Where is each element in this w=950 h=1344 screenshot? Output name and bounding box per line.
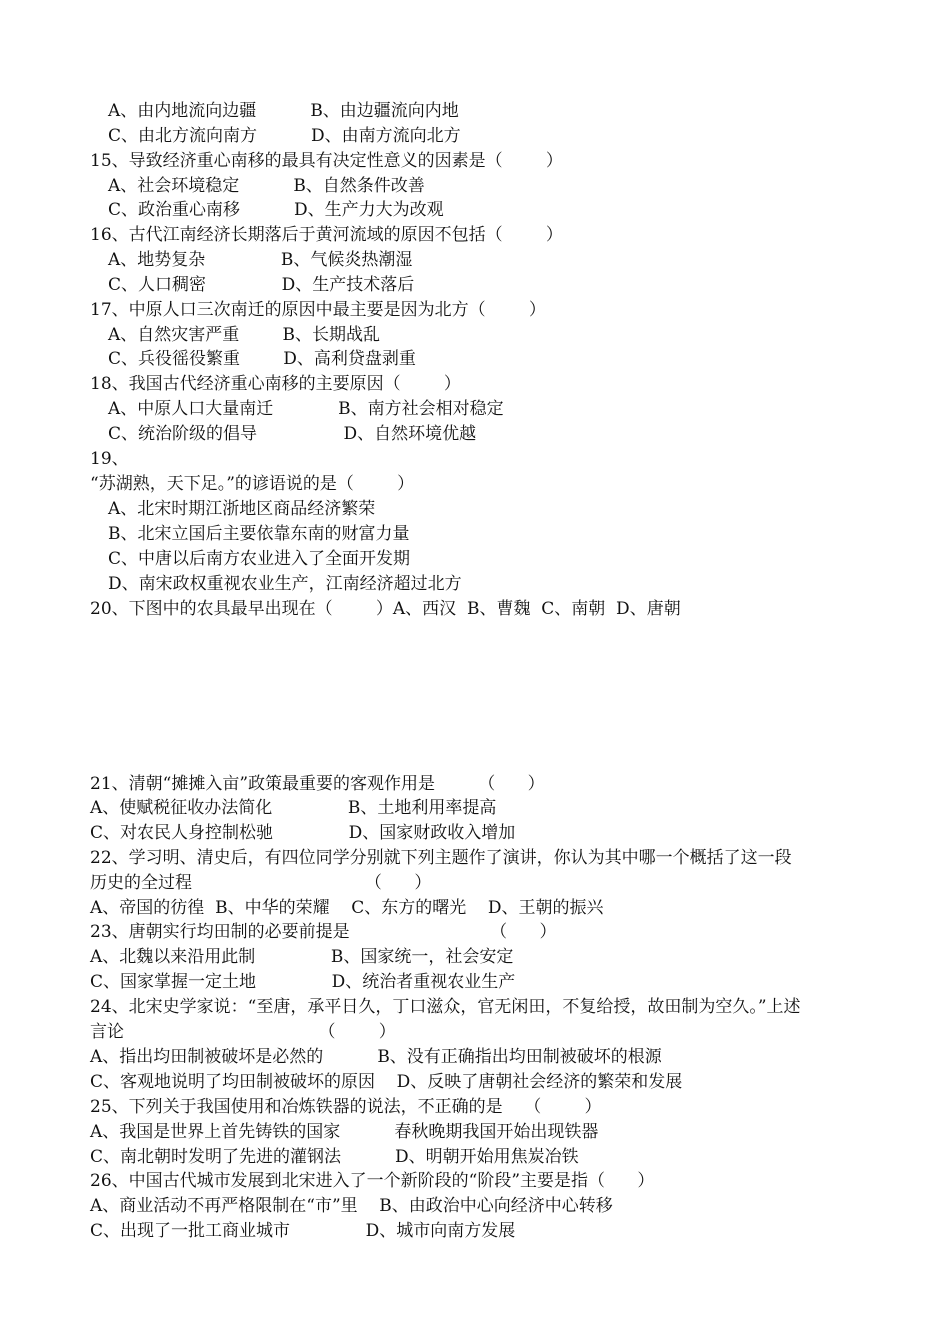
q26-option-line-1: A、商业活动不再严格限制在“市”里 B、由政治中心向经济中心转移 [90,1196,613,1216]
q21-stem: 21、清朝“摊摊入亩”政策最重要的客观作用是 （ ） [90,774,545,794]
q22-stem: 22、学习明、清史后，有四位同学分别就下列主题作了演讲，你认为其中哪一个概括了这一段 [90,848,792,868]
q20-stem: 20、下图中的农具最早出现在（ ）A、西汉 B、曹魏 C、南朝 D、唐朝 [90,599,681,619]
q25-option-line-2: C、南北朝时发明了先进的灌钢法 D、明朝开始用焦炭冶铁 [90,1147,579,1167]
q25-option-line-1: A、我国是世界上首先铸铁的国家 春秋晚期我国开始出现铁器 [90,1122,599,1142]
q16-option-line-1: A、地势复杂 B、气候炎热潮湿 [108,250,413,270]
q19-option-b: B、北宋立国后主要依靠东南的财富力量 [108,524,410,544]
q19-stem: “苏湖熟，天下足。”的谚语说的是（ ） [90,474,415,494]
q23-option-line-1: A、北魏以来沿用此制 B、国家统一，社会安定 [90,947,514,967]
q18-option-line-2: C、统治阶级的倡导 D、自然环境优越 [108,424,477,444]
q21-option-line-2: C、对农民人身控制松驰 D、国家财政收入增加 [90,823,516,843]
q19-option-c: C、中唐以后南方农业进入了全面开发期 [108,549,411,569]
q24-stem: 24、北宋史学家说：“至唐，承平日久，丁口滋众，官无闲田，不复给授，故田制为空久。”上述 [90,997,801,1017]
q14-option-line-1: A、由内地流向边疆 B、由边疆流向内地 [108,101,459,121]
q23-option-line-2: C、国家掌握一定土地 D、统治者重视农业生产 [90,972,516,992]
q24-stem-continued: 言论 （ ） [90,1022,396,1042]
q26-stem: 26、中国古代城市发展到北宋进入了一个新阶段的“阶段”主要是指（ ） [90,1171,655,1191]
q18-option-line-1: A、中原人口大量南迁 B、南方社会相对稳定 [108,399,504,419]
q16-option-line-2: C、人口稠密 D、生产技术落后 [108,275,415,295]
q17-option-line-1: A、自然灾害严重 B、长期战乱 [108,325,380,345]
q15-stem: 15、导致经济重心南移的最具有决定性意义的因素是（ ） [90,151,563,171]
q14-option-line-2: C、由北方流向南方 D、由南方流向北方 [108,126,461,146]
q22-stem-continued: 历史的全过程 （ ） [90,873,432,893]
q15-option-line-1: A、社会环境稳定 B、自然条件改善 [108,176,425,196]
q23-stem: 23、唐朝实行均田制的必要前提是 （ ） [90,922,557,942]
q19-number: 19、 [90,449,129,469]
q17-option-line-2: C、兵役徭役繁重 D、高利贷盘剥重 [108,349,416,369]
q24-option-line-1: A、指出均田制被破坏是必然的 B、没有正确指出均田制被破坏的根源 [90,1047,662,1067]
q15-option-line-2: C、政治重心南移 D、生产力大为改观 [108,200,444,220]
q24-option-line-2: C、客观地说明了均田制被破坏的原因 D、反映了唐朝社会经济的繁荣和发展 [90,1072,683,1092]
q17-stem: 17、中原人口三次南迁的原因中最主要是因为北方（ ） [90,300,546,320]
q22-options: A、帝国的彷徨 B、中华的荣耀 C、东方的曙光 D、王朝的振兴 [90,898,604,918]
q21-option-line-1: A、使赋税征收办法简化 B、土地利用率提高 [90,798,497,818]
q19-option-d: D、南宋政权重视农业生产，江南经济超过北方 [108,574,462,594]
q25-stem: 25、下列关于我国使用和冶炼铁器的说法，不正确的是 （ ） [90,1097,602,1117]
q18-stem: 18、我国古代经济重心南移的主要原因（ ） [90,374,461,394]
q19-option-a: A、北宋时期江浙地区商品经济繁荣 [108,499,376,519]
q16-stem: 16、古代江南经济长期落后于黄河流域的原因不包括（ ） [90,225,563,245]
q26-option-line-2: C、出现了一批工商业城市 D、城市向南方发展 [90,1221,516,1241]
